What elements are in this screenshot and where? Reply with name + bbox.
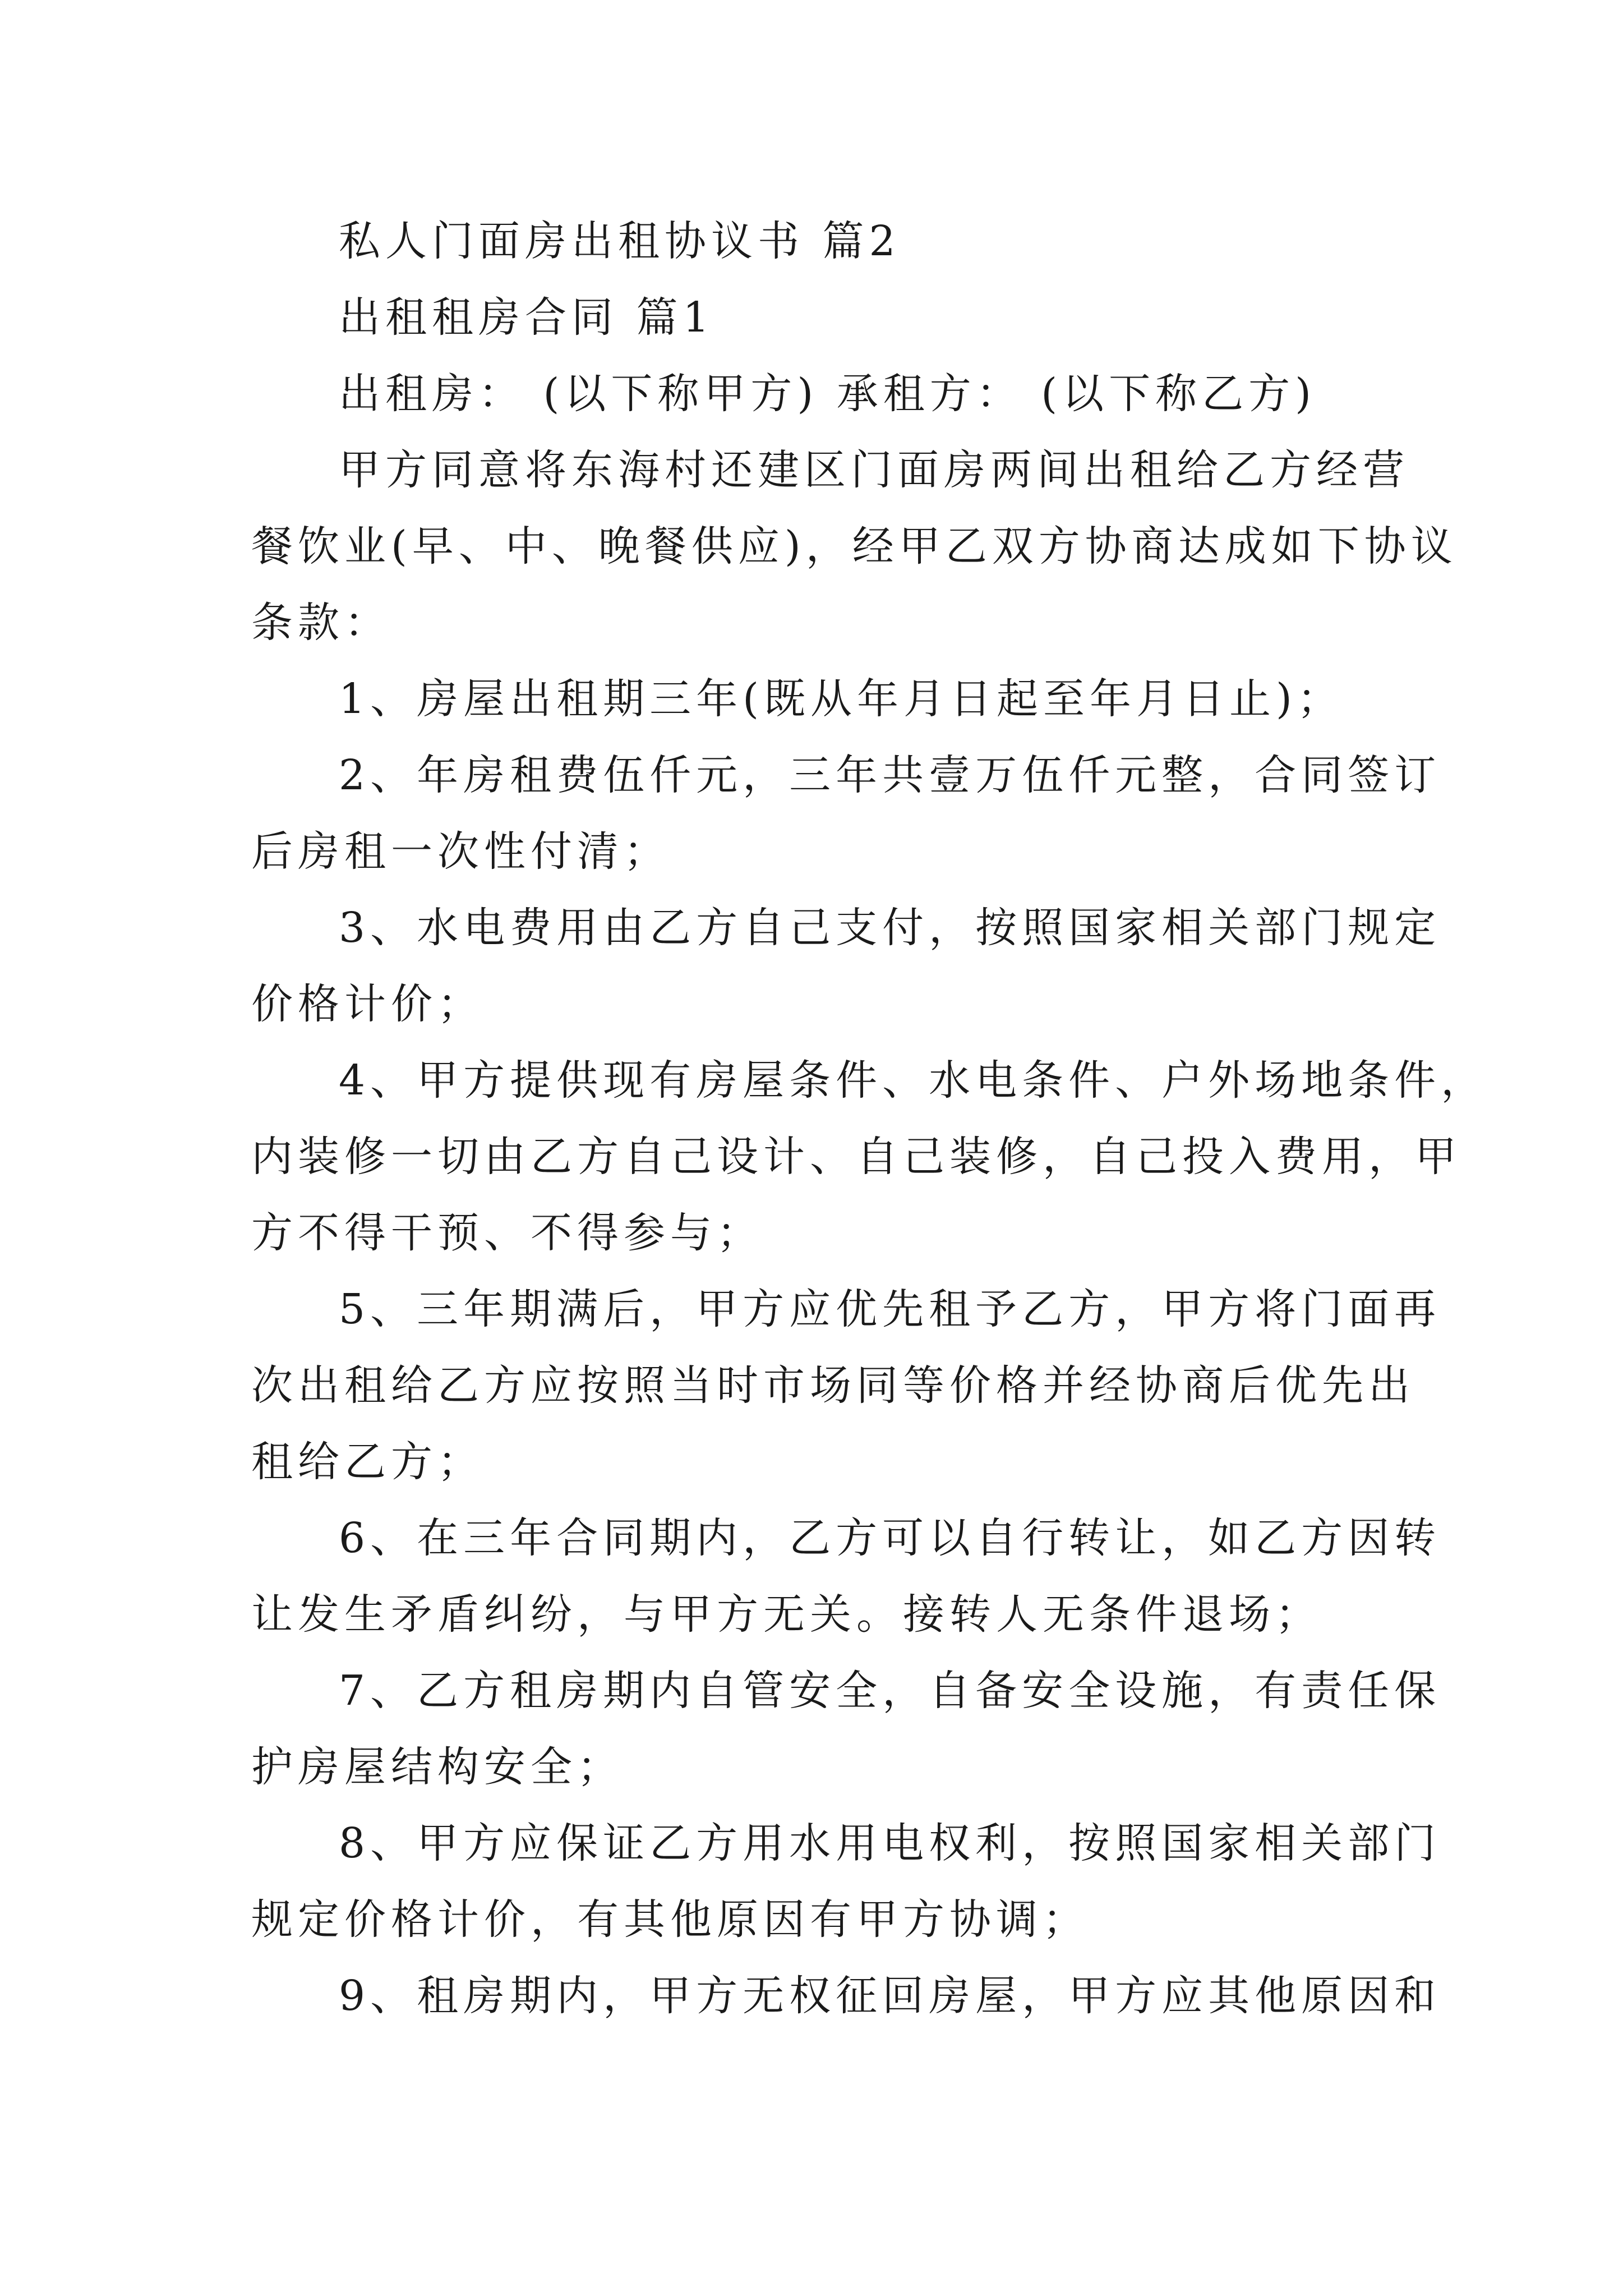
text-line: 内装修一切由乙方自己设计、自己装修，自己投入费用，甲 bbox=[251, 1133, 1461, 1181]
heading-agreement-title: 私人门面房出租协议书 篇2 bbox=[339, 217, 901, 265]
document-body bbox=[251, 203, 1488, 2034]
clause-3: 3、水电费用由乙方自己支付，按照国家相关部门规定 bbox=[339, 904, 1441, 952]
text-line: 规定价格计价，有其他原因有甲方协调； bbox=[251, 1895, 1089, 1944]
text-line: 租给乙方； bbox=[251, 1438, 484, 1486]
clause-6: 6、在三年合同期内，乙方可以自行转让，如乙方因转 bbox=[339, 1514, 1441, 1562]
text-line: 方不得干预、不得参与； bbox=[251, 1209, 763, 1257]
text-line: 让发生矛盾纠纷，与甲方无关。接转人无条件退场； bbox=[251, 1590, 1322, 1639]
clause-4: 4、甲方提供现有房屋条件、水电条件、户外场地条件， bbox=[339, 1056, 1488, 1105]
text-line: 条款： bbox=[251, 599, 391, 647]
clause-2: 2、年房租费伍仟元，三年共壹万伍仟元整，合同签订 bbox=[339, 751, 1441, 799]
clause-7: 7、乙方租房期内自管安全，自备安全设施，有责任保 bbox=[339, 1667, 1441, 1715]
text-line: 价格计价； bbox=[251, 980, 484, 1028]
text-line: 护房屋结构安全； bbox=[251, 1743, 624, 1791]
parties-line: 出租房： (以下称甲方) 承租方： (以下称乙方) bbox=[339, 370, 1317, 418]
text-line: 后房租一次性付清； bbox=[251, 827, 670, 876]
text-line: 甲方同意将东海村还建区门面房两间出租给乙方经营 bbox=[339, 446, 1409, 494]
text-line: 次出租给乙方应按照当时市场同等价格并经协商后优先出 bbox=[251, 1361, 1415, 1410]
heading-contract-title: 出租租房合同 篇1 bbox=[339, 293, 714, 342]
clause-8: 8、甲方应保证乙方用水用电权利，按照国家相关部门 bbox=[339, 1819, 1441, 1867]
clause-1: 1、房屋出租期三年(既从年月日起至年月日止)； bbox=[339, 675, 1344, 723]
text-line: 餐饮业(早、中、晚餐供应)，经甲乙双方协商达成如下协议 bbox=[251, 522, 1458, 570]
clause-9: 9、租房期内，甲方无权征回房屋，甲方应其他原因和 bbox=[339, 1972, 1441, 2020]
clause-5: 5、三年期满后，甲方应优先租予乙方，甲方将门面再 bbox=[339, 1285, 1441, 1333]
